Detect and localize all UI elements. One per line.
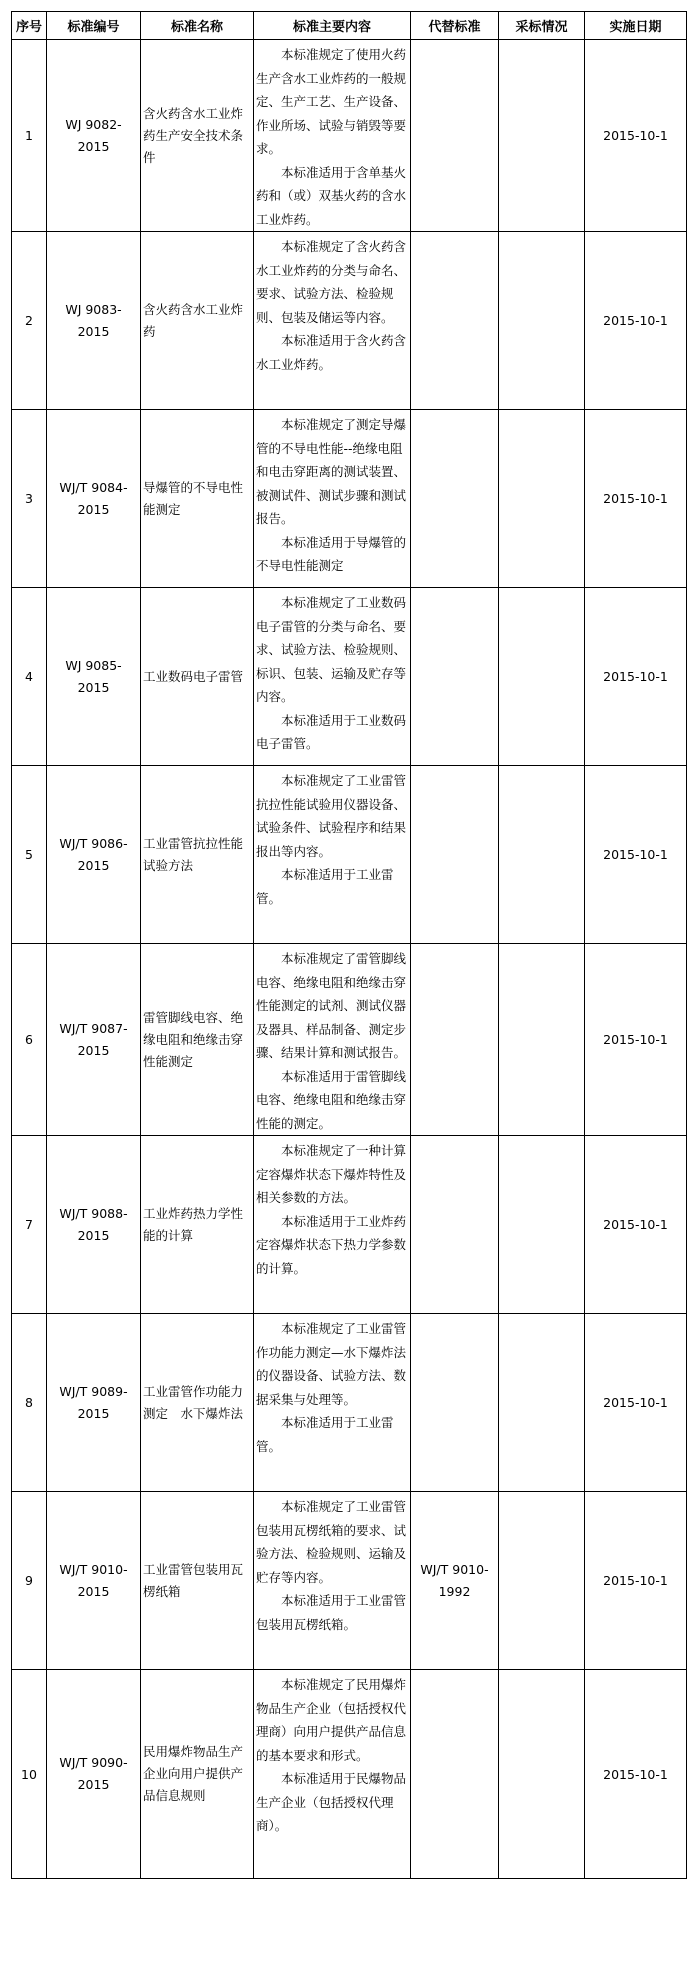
cell-name: 工业雷管抗拉性能试验方法	[141, 766, 254, 944]
cell-code: WJ/T 9086- 2015	[47, 766, 141, 944]
content-paragraph: 本标准适用于含火药含水工业炸药。	[256, 333, 407, 372]
cell-content	[254, 1670, 411, 1879]
cell-replace	[411, 1314, 499, 1492]
content-paragraph: 本标准规定了使用火药生产含水工业炸药的一般规定、生产工艺、生产设备、作业所场、试验与销毁等要求。	[256, 47, 407, 156]
cell-content	[254, 1136, 411, 1314]
content-paragraph: 本标准规定了工业雷管抗拉性能试验用仪器设备、试验条件、试验程序和结果报出等内容。	[256, 773, 407, 859]
cell-code: WJ 9083- 2015	[47, 232, 141, 410]
cell-date: 2015-10-1	[585, 410, 687, 588]
cell-date: 2015-10-1	[585, 1670, 687, 1879]
content-paragraph: 本标准规定了民用爆炸物品生产企业（包括授权代理商）向用户提供产品信息的基本要求和形式。	[256, 1677, 407, 1763]
cell-content	[254, 766, 411, 944]
cell-replace	[411, 944, 499, 1136]
cell-no: 3	[12, 410, 47, 588]
cell-replace	[411, 232, 499, 410]
cell-date: 2015-10-1	[585, 588, 687, 766]
cell-adopt	[499, 1136, 585, 1314]
header-code: 标准编号	[47, 12, 141, 40]
cell-content	[254, 40, 411, 232]
content-paragraph: 本标准规定了含火药含水工业炸药的分类与命名、要求、试验方法、检验规则、包装及储运等内容。	[256, 239, 407, 325]
cell-no: 7	[12, 1136, 47, 1314]
cell-name: 工业数码电子雷管	[141, 588, 254, 766]
cell-adopt	[499, 1670, 585, 1879]
table-row	[12, 1136, 687, 1314]
content-paragraph: 本标准规定了工业雷管包装用瓦楞纸箱的要求、试验方法、检验规则、运输及贮存等内容。	[256, 1499, 407, 1585]
cell-name: 工业雷管包装用瓦楞纸箱	[141, 1492, 254, 1670]
cell-date: 2015-10-1	[585, 944, 687, 1136]
cell-code: WJ/T 9090- 2015	[47, 1670, 141, 1879]
cell-date: 2015-10-1	[585, 1136, 687, 1314]
cell-adopt	[499, 410, 585, 588]
cell-name: 含火药含水工业炸药	[141, 232, 254, 410]
cell-date: 2015-10-1	[585, 1492, 687, 1670]
table-row	[12, 1670, 687, 1879]
cell-code: WJ/T 9010- 2015	[47, 1492, 141, 1670]
header-no: 序号	[12, 12, 47, 40]
cell-name: 雷管脚线电容、绝缘电阻和绝缘击穿性能测定	[141, 944, 254, 1136]
content-paragraph: 本标准适用于民爆物品生产企业（包括授权代理商）。	[256, 1771, 407, 1833]
cell-adopt	[499, 944, 585, 1136]
standards-table	[11, 11, 687, 1879]
cell-date: 2015-10-1	[585, 40, 687, 232]
cell-code: WJ/T 9089- 2015	[47, 1314, 141, 1492]
header-row	[12, 12, 687, 40]
content-paragraph: 本标准规定了测定导爆管的不导电性能--绝缘电阻和电击穿距离的测试装置、被测试件、测试步骤和测试报告。	[256, 417, 407, 526]
cell-no: 4	[12, 588, 47, 766]
content-paragraph: 本标准规定了工业数码电子雷管的分类与命名、要求、试验方法、检验规则、标识、包装、运输及贮存等内容。	[256, 595, 407, 704]
cell-content	[254, 232, 411, 410]
cell-name: 含火药含水工业炸药生产安全技术条件	[141, 40, 254, 232]
cell-content	[254, 588, 411, 766]
cell-replace	[411, 588, 499, 766]
table-row	[12, 766, 687, 944]
content-paragraph: 本标准适用于雷管脚线电容、绝缘电阻和绝缘击穿性能的测定。	[256, 1068, 407, 1131]
cell-adopt	[499, 1492, 585, 1670]
cell-date: 2015-10-1	[585, 232, 687, 410]
table-row	[12, 410, 687, 588]
cell-adopt	[499, 588, 585, 766]
table-row	[12, 944, 687, 1136]
cell-adopt	[499, 40, 585, 232]
cell-replace	[411, 766, 499, 944]
content-paragraph: 本标准适用于含单基火药和（或）双基火药的含水工业炸药。	[256, 164, 407, 227]
cell-replace	[411, 410, 499, 588]
cell-code: WJ/T 9087- 2015	[47, 944, 141, 1136]
cell-replace: WJ/T 9010- 1992	[411, 1492, 499, 1670]
content-paragraph: 本标准适用于导爆管的不导电性能测定	[256, 534, 407, 573]
content-paragraph: 本标准适用于工业雷管。	[256, 1415, 394, 1454]
header-name: 标准名称	[141, 12, 254, 40]
header-content: 标准主要内容	[254, 12, 411, 40]
table-body	[12, 40, 687, 1879]
cell-name: 工业雷管作功能力测定 水下爆炸法	[141, 1314, 254, 1492]
table-row	[12, 588, 687, 766]
cell-adopt	[499, 1314, 585, 1492]
cell-date: 2015-10-1	[585, 766, 687, 944]
cell-content	[254, 410, 411, 588]
cell-code: WJ 9085- 2015	[47, 588, 141, 766]
table-row	[12, 1492, 687, 1670]
cell-name: 导爆管的不导电性能测定	[141, 410, 254, 588]
cell-replace	[411, 40, 499, 232]
header-adopt: 采标情况	[499, 12, 585, 40]
content-paragraph: 本标准适用于工业炸药定容爆炸状态下热力学参数的计算。	[256, 1213, 407, 1276]
cell-code: WJ/T 9084- 2015	[47, 410, 141, 588]
cell-content	[254, 1314, 411, 1492]
cell-replace	[411, 1136, 499, 1314]
cell-no: 10	[12, 1670, 47, 1879]
cell-no: 8	[12, 1314, 47, 1492]
cell-content	[254, 944, 411, 1136]
content-paragraph: 本标准适用于工业数码电子雷管。	[256, 712, 407, 751]
content-paragraph: 本标准规定了雷管脚线电容、绝缘电阻和绝缘击穿性能测定的试剂、测试仪器及器具、样品制备、测定步骤、结果计算和测试报告。	[256, 951, 407, 1060]
cell-code: WJ 9082- 2015	[47, 40, 141, 232]
table-row	[12, 1314, 687, 1492]
cell-date: 2015-10-1	[585, 1314, 687, 1492]
cell-adopt	[499, 232, 585, 410]
header-date: 实施日期	[585, 12, 687, 40]
cell-replace	[411, 1670, 499, 1879]
cell-no: 2	[12, 232, 47, 410]
content-paragraph: 本标准规定了工业雷管作功能力测定—水下爆炸法的仪器设备、试验方法、数据采集与处理等。	[256, 1321, 407, 1407]
cell-content	[254, 1492, 411, 1670]
cell-no: 5	[12, 766, 47, 944]
content-paragraph: 本标准适用于工业雷管包装用瓦楞纸箱。	[256, 1593, 407, 1632]
cell-name: 民用爆炸物品生产企业向用户提供产品信息规则	[141, 1670, 254, 1879]
cell-adopt	[499, 766, 585, 944]
header-replace: 代替标准	[411, 12, 499, 40]
content-paragraph: 本标准规定了一种计算定容爆炸状态下爆炸特性及相关参数的方法。	[256, 1143, 407, 1205]
content-paragraph: 本标准适用于工业雷管。	[256, 867, 394, 906]
cell-no: 6	[12, 944, 47, 1136]
cell-name: 工业炸药热力学性能的计算	[141, 1136, 254, 1314]
cell-no: 9	[12, 1492, 47, 1670]
cell-code: WJ/T 9088- 2015	[47, 1136, 141, 1314]
table-row	[12, 40, 687, 232]
cell-no: 1	[12, 40, 47, 232]
table-row	[12, 232, 687, 410]
